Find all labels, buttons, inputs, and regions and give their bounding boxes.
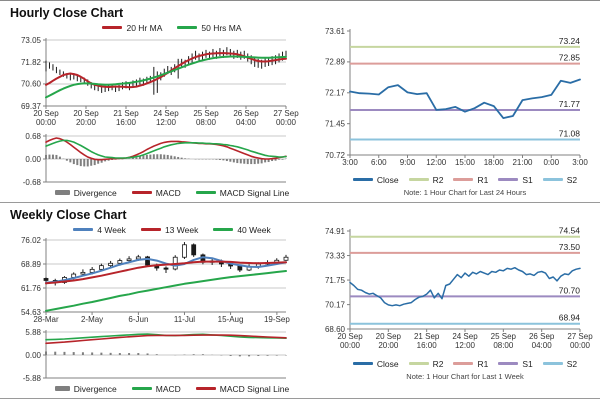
svg-text:74.54: 74.54 [558,225,580,236]
svg-text:72.89: 72.89 [324,57,345,67]
legend-item-r2 [409,359,444,369]
weekly-left-column [0,223,302,395]
svg-text:68.94: 68.94 [558,312,580,323]
legend-label: 50 Hrs MA [201,22,242,33]
legend-item-20-hr-ma [102,23,162,33]
svg-text:3:00: 3:00 [342,158,358,167]
hourly-macd-legend [44,186,300,199]
svg-text:21 Sep: 21 Sep [113,109,139,118]
svg-text:24 Sep: 24 Sep [153,109,179,118]
svg-text:73.33: 73.33 [324,251,345,261]
svg-text:27 Sep: 27 Sep [273,109,299,118]
legend-label: S2 [566,174,578,185]
legend-label: MACD Signal Line [219,383,290,394]
close-swatch-icon [353,178,373,181]
20-hr-ma-swatch-icon [102,26,122,29]
svg-text:6:00: 6:00 [370,158,387,167]
legend-item-s1 [498,359,532,369]
legend-item-close [353,359,399,369]
weekly-row [0,223,600,395]
svg-text:54.63: 54.63 [20,307,41,317]
svg-text:20 Sep: 20 Sep [73,109,99,118]
svg-text:70.72: 70.72 [324,150,345,160]
legend-label: MACD [155,187,181,198]
svg-text:0:00: 0:00 [543,158,560,167]
hourly-macd-chart [4,132,300,186]
legend-item-macd [132,188,181,198]
svg-text:69.37: 69.37 [20,101,41,111]
svg-text:08:00: 08:00 [195,118,217,127]
svg-text:-0.68: -0.68 [22,177,41,186]
svg-text:70.60: 70.60 [20,79,41,89]
svg-text:15-Aug: 15-Aug [217,315,244,324]
macd-swatch-icon [132,387,152,390]
hourly-price-chart [4,34,300,132]
weekly-price-chart [4,236,300,328]
svg-text:21 Sep: 21 Sep [413,332,440,341]
svg-text:2-May: 2-May [80,315,104,324]
svg-text:72.85: 72.85 [558,52,580,63]
svg-text:73.24: 73.24 [558,35,580,46]
legend-item-50-hrs-ma [177,23,241,33]
divergence-swatch-icon [55,386,70,391]
svg-text:68.89: 68.89 [20,259,41,269]
svg-text:70.70: 70.70 [558,285,580,296]
s1-swatch-icon [498,178,518,181]
svg-text:68.60: 68.60 [324,324,345,334]
svg-text:16:00: 16:00 [115,118,137,127]
svg-text:20 Sep: 20 Sep [33,109,59,118]
svg-text:73.05: 73.05 [20,35,41,45]
s2-swatch-icon [543,362,563,365]
legend-item-r1 [453,175,488,185]
svg-text:3:00: 3:00 [572,158,588,167]
close-swatch-icon [353,362,373,365]
svg-text:25 Sep: 25 Sep [490,332,517,341]
svg-text:27 Sep: 27 Sep [567,332,593,341]
svg-text:20:00: 20:00 [378,341,399,350]
svg-text:71.08: 71.08 [558,128,580,139]
hourly-section-title: Hourly Close Chart [10,6,124,20]
r2-swatch-icon [409,362,429,365]
svg-text:00:00: 00:00 [339,341,361,350]
legend-label: 20 Hr MA [126,22,163,33]
40-week-swatch-icon [213,228,233,231]
svg-text:0.00: 0.00 [25,154,41,164]
svg-text:00:00: 00:00 [569,341,591,350]
legend-label: Close [376,174,399,185]
legend-label: 40 Week [237,224,271,235]
svg-text:18:00: 18:00 [483,158,504,167]
weekly-right-column [302,223,600,395]
legend-label: 13 Week [164,224,199,235]
svg-text:9:00: 9:00 [399,158,416,167]
legend-label: R2 [432,358,444,369]
svg-text:71.82: 71.82 [20,57,41,67]
hourly-row [0,21,600,199]
macd-signal-line-swatch-icon [196,191,216,194]
svg-text:6-Jun: 6-Jun [128,315,149,324]
svg-text:72.17: 72.17 [324,88,345,98]
legend-label: MACD Signal Line [219,187,290,198]
legend-item-40-week [213,225,270,235]
svg-text:71.77: 71.77 [558,98,580,109]
svg-text:12:00: 12:00 [454,341,476,350]
legend-label: Divergence [73,187,117,198]
4-week-swatch-icon [73,228,93,231]
hourly-price-legend [44,21,300,34]
svg-text:12:00: 12:00 [155,118,177,127]
s1-swatch-icon [498,362,518,365]
13-week-swatch-icon [141,228,161,231]
svg-text:5.88: 5.88 [25,328,41,337]
svg-text:15:00: 15:00 [454,158,476,167]
macd-signal-line-swatch-icon [196,387,216,390]
r1-swatch-icon [453,178,473,181]
svg-text:12:00: 12:00 [426,158,447,167]
s2-swatch-icon [543,178,563,181]
svg-text:20 Sep: 20 Sep [375,332,402,341]
hourly-left-column [0,21,302,199]
macd-swatch-icon [132,191,152,194]
svg-text:70.17: 70.17 [324,300,345,310]
weekly-panel [0,208,600,395]
r1-swatch-icon [453,362,473,365]
svg-text:28-Mar: 28-Mar [33,315,59,324]
hourly-right-column [302,21,600,199]
svg-text:21:00: 21:00 [512,158,533,167]
legend-label: Close [376,358,399,369]
legend-item-divergence [55,384,117,394]
svg-text:00:00: 00:00 [35,118,57,127]
svg-text:04:00: 04:00 [531,341,552,350]
svg-text:74.91: 74.91 [324,226,345,236]
legend-item-s2 [543,359,577,369]
legend-item-macd [132,384,181,394]
svg-text:61.76: 61.76 [20,283,41,293]
svg-text:11-Jul: 11-Jul [173,315,196,324]
weekly-intraday-chart [302,225,600,357]
svg-text:20 Sep: 20 Sep [337,332,363,341]
svg-text:73.61: 73.61 [324,26,345,36]
r2-swatch-icon [409,178,429,181]
svg-text:20:00: 20:00 [75,118,97,127]
svg-text:71.75: 71.75 [324,275,345,285]
legend-item-r2 [409,175,444,185]
svg-text:0.68: 0.68 [25,132,41,141]
legend-item-s2 [543,175,577,185]
hourly-note: Note: 1 Hour Chart for Last 24 Hours [403,188,527,197]
legend-item-r1 [453,359,488,369]
svg-text:08:00: 08:00 [493,341,514,350]
hourly-panel [0,6,600,199]
legend-label: R1 [477,174,489,185]
svg-text:71.45: 71.45 [324,119,345,129]
legend-item-13-week [141,225,198,235]
legend-label: Divergence [73,383,117,394]
legend-label: 4 Week [97,224,126,235]
svg-text:0.00: 0.00 [25,350,41,360]
svg-text:73.50: 73.50 [558,241,580,252]
legend-label: R1 [477,358,489,369]
weekly-intraday-legend [350,357,580,370]
weekly-macd-legend [44,382,300,395]
svg-text:26 Sep: 26 Sep [233,109,259,118]
legend-label: S1 [522,358,533,369]
legend-item-4-week [73,225,126,235]
weekly-macd-chart [4,328,300,382]
legend-item-macd-signal-line [196,384,289,394]
weekly-price-legend [44,223,300,236]
divergence-swatch-icon [55,190,70,195]
hourly-intraday-chart [302,23,600,173]
weekly-note: Note: 1 Hour Chart for Last 1 Week [406,372,524,381]
50-hrs-ma-swatch-icon [177,26,197,29]
weekly-section-title: Weekly Close Chart [10,208,127,222]
legend-label: MACD [155,383,181,394]
svg-text:16:00: 16:00 [416,341,437,350]
svg-text:76.02: 76.02 [20,236,41,245]
legend-label: R2 [432,174,444,185]
legend-label: S1 [522,174,533,185]
legend-label: S2 [566,358,578,369]
legend-item-divergence [55,188,117,198]
svg-text:04:00: 04:00 [235,118,257,127]
legend-item-close [353,175,399,185]
section-divider [0,202,600,203]
svg-text:25 Sep: 25 Sep [193,109,219,118]
svg-text:19-Sep: 19-Sep [263,315,290,324]
svg-text:-5.88: -5.88 [22,373,41,382]
svg-text:26 Sep: 26 Sep [528,332,555,341]
hourly-intraday-legend [350,173,580,186]
svg-text:24 Sep: 24 Sep [452,332,478,341]
legend-item-s1 [498,175,532,185]
svg-text:00:00: 00:00 [275,118,297,127]
bottom-divider [0,398,600,399]
legend-item-macd-signal-line [196,188,289,198]
